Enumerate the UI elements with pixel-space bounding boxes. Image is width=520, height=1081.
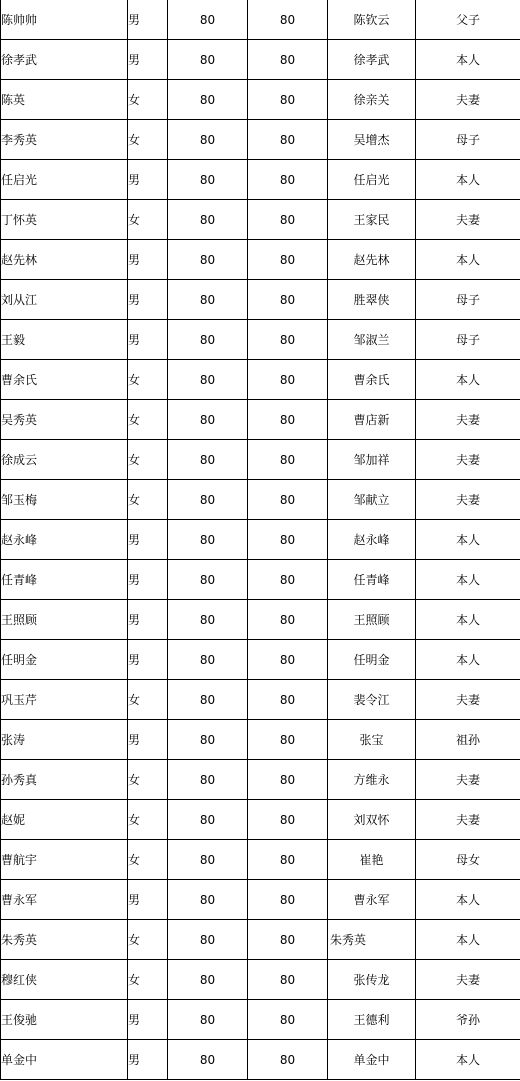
value-b-cell: 80: [248, 320, 328, 360]
relation-cell: 夫妻: [416, 80, 520, 120]
value-b-cell: 80: [248, 120, 328, 160]
relation-cell: 祖孙: [416, 720, 520, 760]
value-a-cell: 80: [168, 760, 248, 800]
value-b-cell: 80: [248, 880, 328, 920]
table-row: [1, 480, 520, 520]
value-b-cell: 80: [248, 40, 328, 80]
gender-cell: 女: [128, 760, 168, 800]
table-row: [1, 400, 520, 440]
relation-cell: 本人: [416, 240, 520, 280]
name-cell: 孙秀真: [1, 760, 128, 800]
value-a-cell: 80: [168, 920, 248, 960]
table-row: [1, 880, 520, 920]
table-row: [1, 280, 520, 320]
relation-cell: 本人: [416, 640, 520, 680]
gender-cell: 女: [128, 80, 168, 120]
value-a-cell: 80: [168, 840, 248, 880]
value-a-cell: 80: [168, 1040, 248, 1080]
value-b-cell: 80: [248, 600, 328, 640]
name-cell: 陈帅帅: [1, 0, 128, 40]
value-a-cell: 80: [168, 360, 248, 400]
value-a-cell: 80: [168, 400, 248, 440]
relation-cell: 夫妻: [416, 960, 520, 1000]
value-b-cell: 80: [248, 520, 328, 560]
holder-cell: 刘双怀: [328, 800, 416, 840]
holder-cell: 曹余氏: [328, 360, 416, 400]
holder-cell: 邹淑兰: [328, 320, 416, 360]
name-cell: 赵妮: [1, 800, 128, 840]
holder-cell: 任明金: [328, 640, 416, 680]
table-body: [1, 0, 520, 1080]
gender-cell: 女: [128, 200, 168, 240]
gender-cell: 女: [128, 360, 168, 400]
holder-cell: 裴令江: [328, 680, 416, 720]
gender-cell: 男: [128, 1040, 168, 1080]
relation-cell: 母子: [416, 320, 520, 360]
value-b-cell: 80: [248, 200, 328, 240]
name-cell: 王毅: [1, 320, 128, 360]
name-cell: 任青峰: [1, 560, 128, 600]
value-b-cell: 80: [248, 240, 328, 280]
value-b-cell: 80: [248, 720, 328, 760]
value-a-cell: 80: [168, 720, 248, 760]
table-row: [1, 0, 520, 40]
holder-cell: 方维永: [328, 760, 416, 800]
name-cell: 王照顾: [1, 600, 128, 640]
holder-cell: 张宝: [328, 720, 416, 760]
relation-cell: 本人: [416, 160, 520, 200]
value-a-cell: 80: [168, 480, 248, 520]
name-cell: 穆红侠: [1, 960, 128, 1000]
name-cell: 巩玉芹: [1, 680, 128, 720]
value-b-cell: 80: [248, 440, 328, 480]
name-cell: 吴秀英: [1, 400, 128, 440]
gender-cell: 男: [128, 520, 168, 560]
value-a-cell: 80: [168, 880, 248, 920]
table-row: [1, 640, 520, 680]
relation-cell: 本人: [416, 360, 520, 400]
value-a-cell: 80: [168, 800, 248, 840]
table-row: [1, 160, 520, 200]
holder-cell: 徐孝武: [328, 40, 416, 80]
holder-cell: 邹加祥: [328, 440, 416, 480]
table-row: [1, 40, 520, 80]
holder-cell: 吴增杰: [328, 120, 416, 160]
value-b-cell: 80: [248, 560, 328, 600]
gender-cell: 女: [128, 800, 168, 840]
gender-cell: 女: [128, 120, 168, 160]
holder-cell: 张传龙: [328, 960, 416, 1000]
relation-cell: 母子: [416, 120, 520, 160]
relation-cell: 本人: [416, 880, 520, 920]
table-row: [1, 520, 520, 560]
table-row: [1, 600, 520, 640]
holder-cell: 王家民: [328, 200, 416, 240]
holder-cell: 朱秀英: [328, 920, 416, 960]
holder-cell: 任启光: [328, 160, 416, 200]
value-a-cell: 80: [168, 680, 248, 720]
gender-cell: 男: [128, 1000, 168, 1040]
value-b-cell: 80: [248, 680, 328, 720]
holder-cell: 赵先林: [328, 240, 416, 280]
table-row: [1, 440, 520, 480]
value-b-cell: 80: [248, 840, 328, 880]
value-a-cell: 80: [168, 200, 248, 240]
value-b-cell: 80: [248, 480, 328, 520]
gender-cell: 女: [128, 960, 168, 1000]
name-cell: 朱秀英: [1, 920, 128, 960]
relation-cell: 本人: [416, 600, 520, 640]
value-a-cell: 80: [168, 600, 248, 640]
name-cell: 丁怀英: [1, 200, 128, 240]
relation-cell: 夫妻: [416, 480, 520, 520]
holder-cell: 王照顾: [328, 600, 416, 640]
table-row: [1, 800, 520, 840]
holder-cell: 单金中: [328, 1040, 416, 1080]
holder-cell: 陈钦云: [328, 0, 416, 40]
value-a-cell: 80: [168, 960, 248, 1000]
value-b-cell: 80: [248, 400, 328, 440]
holder-cell: 胜翠侠: [328, 280, 416, 320]
table-row: [1, 920, 520, 960]
name-cell: 赵永峰: [1, 520, 128, 560]
value-a-cell: 80: [168, 520, 248, 560]
holder-cell: 曹永军: [328, 880, 416, 920]
gender-cell: 男: [128, 0, 168, 40]
gender-cell: 男: [128, 240, 168, 280]
name-cell: 单金中: [1, 1040, 128, 1080]
table-row: [1, 240, 520, 280]
value-a-cell: 80: [168, 40, 248, 80]
name-cell: 曹余氏: [1, 360, 128, 400]
gender-cell: 男: [128, 280, 168, 320]
holder-cell: 邹献立: [328, 480, 416, 520]
holder-cell: 赵永峰: [328, 520, 416, 560]
name-cell: 徐孝武: [1, 40, 128, 80]
gender-cell: 男: [128, 160, 168, 200]
gender-cell: 男: [128, 320, 168, 360]
table-row: [1, 320, 520, 360]
value-a-cell: 80: [168, 640, 248, 680]
name-cell: 赵先林: [1, 240, 128, 280]
name-cell: 邹玉梅: [1, 480, 128, 520]
name-cell: 王俊驰: [1, 1000, 128, 1040]
gender-cell: 男: [128, 640, 168, 680]
value-b-cell: 80: [248, 1040, 328, 1080]
value-b-cell: 80: [248, 960, 328, 1000]
table-row: [1, 840, 520, 880]
table-row: [1, 1040, 520, 1080]
value-a-cell: 80: [168, 0, 248, 40]
name-cell: 任启光: [1, 160, 128, 200]
value-a-cell: 80: [168, 560, 248, 600]
value-a-cell: 80: [168, 160, 248, 200]
value-a-cell: 80: [168, 280, 248, 320]
relation-cell: 母子: [416, 280, 520, 320]
relation-cell: 夫妻: [416, 440, 520, 480]
relation-cell: 父子: [416, 0, 520, 40]
table-row: [1, 760, 520, 800]
relation-cell: 夫妻: [416, 400, 520, 440]
holder-cell: 崔艳: [328, 840, 416, 880]
table-row: [1, 360, 520, 400]
value-b-cell: 80: [248, 920, 328, 960]
value-b-cell: 80: [248, 640, 328, 680]
table-row: [1, 720, 520, 760]
value-b-cell: 80: [248, 360, 328, 400]
holder-cell: 王德利: [328, 1000, 416, 1040]
name-cell: 曹永军: [1, 880, 128, 920]
relation-cell: 夫妻: [416, 760, 520, 800]
value-b-cell: 80: [248, 280, 328, 320]
holder-cell: 曹店新: [328, 400, 416, 440]
table-row: [1, 960, 520, 1000]
value-b-cell: 80: [248, 1000, 328, 1040]
gender-cell: 女: [128, 480, 168, 520]
value-a-cell: 80: [168, 1000, 248, 1040]
holder-cell: 徐亲关: [328, 80, 416, 120]
gender-cell: 男: [128, 560, 168, 600]
gender-cell: 女: [128, 400, 168, 440]
value-a-cell: 80: [168, 240, 248, 280]
name-cell: 曹航宇: [1, 840, 128, 880]
table-row: [1, 120, 520, 160]
name-cell: 陈英: [1, 80, 128, 120]
value-a-cell: 80: [168, 80, 248, 120]
name-cell: 刘从江: [1, 280, 128, 320]
value-b-cell: 80: [248, 0, 328, 40]
value-a-cell: 80: [168, 440, 248, 480]
table-row: [1, 680, 520, 720]
relation-cell: 夫妻: [416, 200, 520, 240]
gender-cell: 女: [128, 680, 168, 720]
gender-cell: 男: [128, 720, 168, 760]
gender-cell: 男: [128, 600, 168, 640]
value-a-cell: 80: [168, 120, 248, 160]
value-b-cell: 80: [248, 760, 328, 800]
table-row: [1, 1000, 520, 1040]
relation-cell: 本人: [416, 520, 520, 560]
gender-cell: 男: [128, 40, 168, 80]
value-a-cell: 80: [168, 320, 248, 360]
relation-cell: 本人: [416, 560, 520, 600]
relation-cell: 夫妻: [416, 800, 520, 840]
relation-cell: 本人: [416, 40, 520, 80]
name-cell: 任明金: [1, 640, 128, 680]
holder-cell: 任青峰: [328, 560, 416, 600]
gender-cell: 女: [128, 440, 168, 480]
name-cell: 张涛: [1, 720, 128, 760]
relation-cell: 爷孙: [416, 1000, 520, 1040]
relation-cell: 本人: [416, 920, 520, 960]
gender-cell: 女: [128, 840, 168, 880]
name-cell: 李秀英: [1, 120, 128, 160]
value-b-cell: 80: [248, 800, 328, 840]
gender-cell: 男: [128, 880, 168, 920]
gender-cell: 女: [128, 920, 168, 960]
relation-cell: 夫妻: [416, 680, 520, 720]
name-cell: 徐成云: [1, 440, 128, 480]
relation-cell: 母女: [416, 840, 520, 880]
table-row: [1, 80, 520, 120]
value-b-cell: 80: [248, 80, 328, 120]
relation-cell: 本人: [416, 1040, 520, 1080]
value-b-cell: 80: [248, 160, 328, 200]
table-row: [1, 560, 520, 600]
table-row: [1, 200, 520, 240]
